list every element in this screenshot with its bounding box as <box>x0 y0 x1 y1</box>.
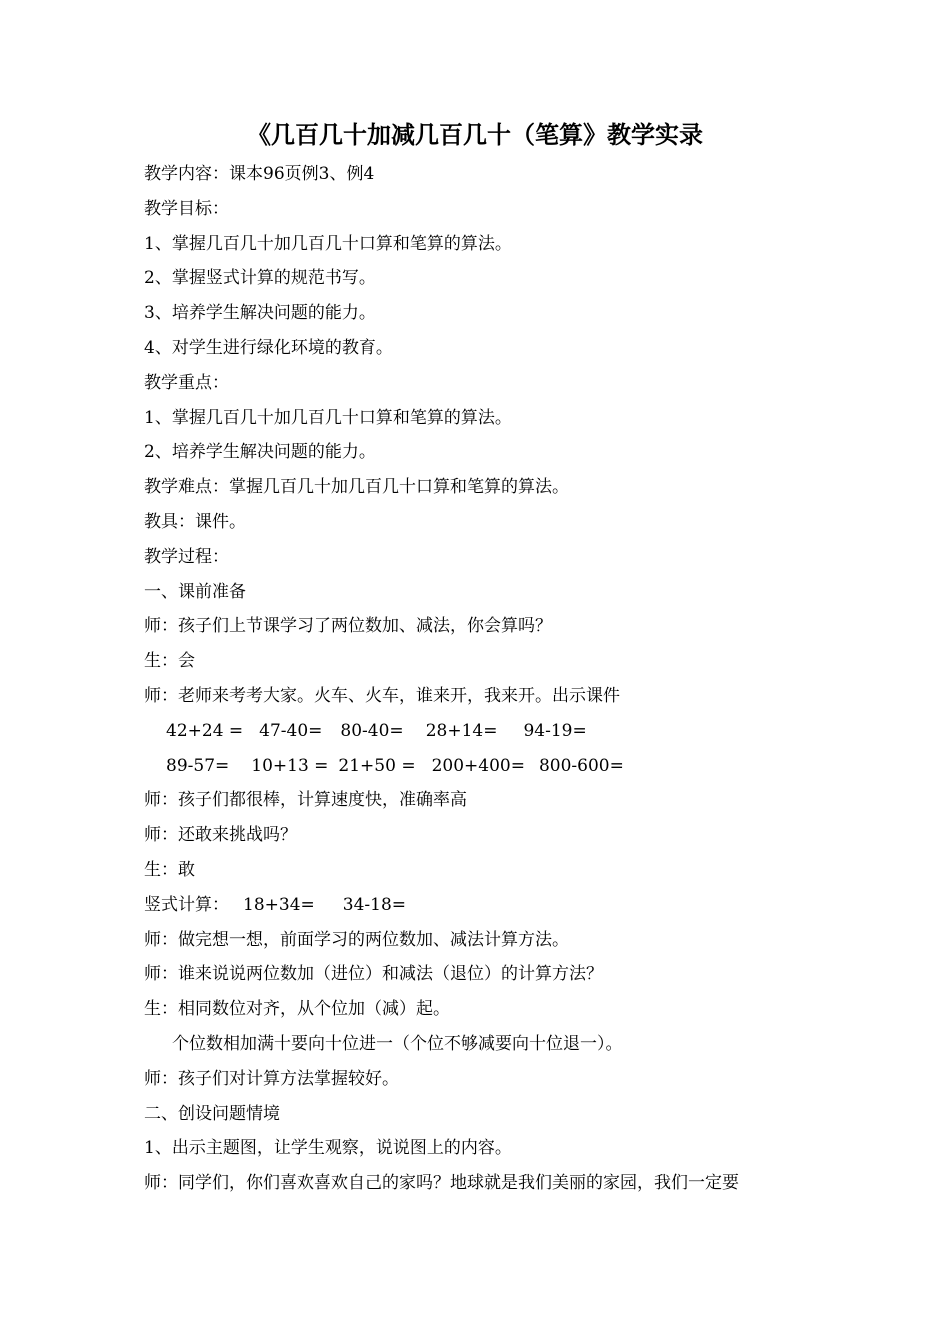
paragraph: 一、课前准备 <box>144 581 246 602</box>
calc-row-2 <box>144 749 844 784</box>
paragraph: 2、培养学生解决问题的能力。 <box>144 442 376 463</box>
paragraph: 教学过程： <box>144 546 229 567</box>
paragraph: 2、掌握竖式计算的规范书写。 <box>144 268 376 289</box>
paragraph: 生：会 <box>144 651 195 672</box>
paragraph: 师：孩子们对计算方法掌握较好。 <box>144 1068 399 1089</box>
calc-item: 89-57= <box>166 755 230 776</box>
calc-row-1 <box>144 714 844 749</box>
calc-item: 42+24 = <box>166 720 244 741</box>
calc-item: 800-600= <box>538 755 624 776</box>
paragraph: 二、创设问题情境 <box>144 1103 280 1124</box>
calc-item: 21+50 = <box>338 755 416 776</box>
paragraph: 教学内容：课本96页例3、例4 <box>144 164 375 184</box>
calc-item: 18+34= <box>243 894 315 915</box>
paragraph-indented: 个位数相加满十要向十位进一（个位不够减要向十位退一）。 <box>172 1033 623 1054</box>
calc-item: 80-40= <box>340 720 404 741</box>
paragraph: 4、对学生进行绿化环境的教育。 <box>144 337 393 358</box>
paragraph: 1、掌握几百几十加几百几十口算和笔算的算法。 <box>144 233 512 254</box>
calc-item: 10+13 = <box>251 755 329 776</box>
paragraph: 师：还敢来挑战吗？ <box>144 825 297 846</box>
paragraph: 生：相同数位对齐，从个位加（减）起。 <box>144 999 450 1020</box>
vertical-calc-label: 竖式计算： <box>144 894 229 915</box>
paragraph: 教学重点： <box>144 372 229 393</box>
paragraph: 师：谁来说说两位数加（进位）和减法（退位）的计算方法？ <box>144 964 603 985</box>
paragraph: 1、掌握几百几十加几百几十口算和笔算的算法。 <box>144 407 512 428</box>
paragraph: 师：做完想一想，前面学习的两位数加、减法计算方法。 <box>144 929 569 950</box>
paragraph: 师：孩子们都很棒，计算速度快，准确率高 <box>144 790 467 811</box>
calc-item: 28+14= <box>425 720 498 741</box>
calc-item: 200+400= <box>431 755 525 776</box>
paragraph: 生：敢 <box>144 859 195 880</box>
calc-item: 34-18= <box>342 894 407 915</box>
paragraph: 师：同学们，你们喜欢喜欢自己的家吗？地球就是我们美丽的家园，我们一定要 <box>144 1173 739 1194</box>
paragraph: 教学目标： <box>144 198 229 219</box>
paragraph: 教具：课件。 <box>144 511 246 532</box>
paragraph: 3、培养学生解决问题的能力。 <box>144 303 376 324</box>
document-title: 《几百几十加减几百几十（笔算》教学实录 <box>247 120 703 149</box>
document-body <box>144 157 844 1201</box>
paragraph: 教学难点：掌握几百几十加几百几十口算和笔算的算法。 <box>144 477 569 498</box>
vertical-calc-row <box>144 888 844 923</box>
paragraph: 师：老师来考考大家。火车、火车，谁来开，我来开。出示课件 <box>144 685 620 706</box>
paragraph: 师：孩子们上节课学习了两位数加、减法，你会算吗？ <box>144 616 552 637</box>
calc-item: 94-19= <box>523 720 587 741</box>
calc-item: 47-40= <box>259 720 323 741</box>
paragraph: 1、出示主题图，让学生观察，说说图上的内容。 <box>144 1138 512 1159</box>
